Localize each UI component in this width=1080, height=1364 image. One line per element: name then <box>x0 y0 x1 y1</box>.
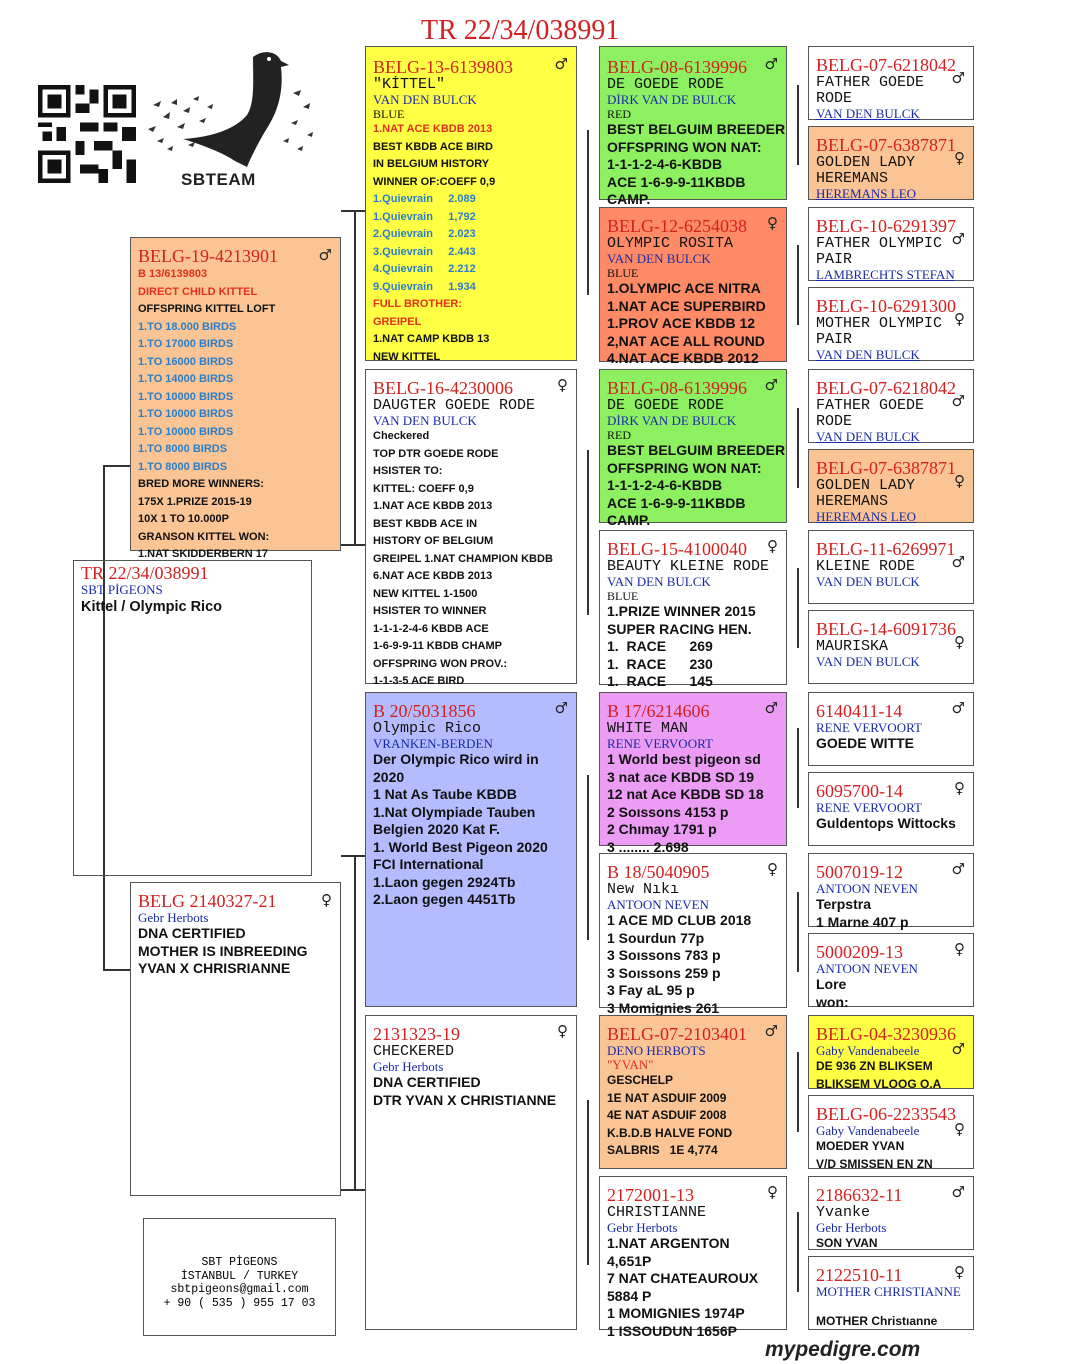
dam-line: YVAN X CHRISRIANNE <box>138 960 291 976</box>
contact-email: sbtpigeons@gmail.com <box>170 1283 309 1296</box>
gen2-box-2 <box>365 369 577 687</box>
gen4-breeder: Gaby Vandenabeele <box>816 1043 920 1058</box>
gen3-name: BEAUTY KLEINE RODE <box>607 558 770 575</box>
sire-line: 1.TO 10000 BIRDS <box>138 408 234 420</box>
gen2-line: BEST KBDB ACE IN <box>373 517 478 530</box>
gen4-line: Guldentops Wittocks <box>816 815 956 831</box>
gen3-name: DENO HERBOTS <box>607 1043 706 1058</box>
gen3-color: RED <box>607 428 631 442</box>
gen3-line: 7 NAT CHATEAUROUX <box>607 1270 759 1286</box>
gen2-line: 1-1-1-2-4-6 KBDB ACE <box>373 622 489 635</box>
gen4-breeder: VAN DEN BULCK <box>816 574 920 589</box>
gen2-line: Checkered <box>373 430 430 442</box>
gen3-ring: BELG-12-6254038 <box>607 216 747 236</box>
gen4-breeder: MOTHER CHRISTIANNE <box>816 1284 961 1299</box>
gen3-color: RED <box>607 107 631 121</box>
gen4-ring: BELG-07-6218042 <box>816 55 956 75</box>
gen2-line: TOP DTR GOEDE RODE <box>373 447 499 460</box>
gen3-line: 1 MOMIGNIES 1974P <box>607 1305 745 1321</box>
gen3-line: K.B.D.B HALVE FOND <box>607 1125 733 1140</box>
gen3-name: OLYMPIC ROSITA <box>607 235 734 252</box>
gen4-box-10 <box>808 772 974 846</box>
subject-ring: TR 22/34/038991 <box>81 563 209 583</box>
female-icon: ♀ <box>767 1183 778 1201</box>
gen2-color: BLUE <box>373 107 405 121</box>
gen3-box-8 <box>599 1176 787 1339</box>
gen2-line: BEST KBDB ACE BIRD <box>373 140 493 153</box>
gen3-ring: B 18/5040905 <box>607 862 710 882</box>
gen4-ring: BELG-07-6218042 <box>816 378 956 398</box>
gen2-line: 6.NAT ACE KBDB 2013 <box>373 570 493 582</box>
gen4-breeder: HEREMANS LEO <box>816 186 917 201</box>
gen3-line: BEST BELGUIM BREEDER <box>607 121 786 137</box>
sire-line: B 13/6139803 <box>138 268 208 280</box>
gen3-line: CAMP. <box>607 512 651 528</box>
male-icon: ♂ <box>764 55 778 73</box>
connector <box>103 969 131 971</box>
female-icon: ♀ <box>557 376 568 394</box>
subject-breeder: SBT PİGEONS <box>81 582 163 597</box>
female-icon: ♀ <box>954 310 965 328</box>
gen3-line: 3 Momignies 261 <box>607 999 720 1016</box>
gen2-line: KITTEL: COEFF 0,9 <box>373 482 474 495</box>
male-icon: ♂ <box>764 376 778 394</box>
gen3-line: 3 nat ace KBDB SD 19 <box>607 768 755 785</box>
sire-line: 1.TO 17000 BIRDS <box>138 338 234 350</box>
gen4-line: Terpstra <box>816 896 871 912</box>
contact-phone: + 90 ( 535 ) 955 17 03 <box>163 1296 316 1310</box>
male-icon: ♂ <box>318 246 332 264</box>
gen2-line: 1.NAT CAMP KBDB 13 <box>373 333 490 345</box>
gen4-ring: BELG-07-6387871 <box>816 458 956 478</box>
gen4-box-4 <box>808 287 974 361</box>
female-icon: ♀ <box>557 1022 568 1040</box>
male-icon: ♂ <box>951 699 965 717</box>
gen2-line: NEW KITTEL <box>373 350 441 363</box>
gen4-ring: BELG-07-6387871 <box>816 135 956 155</box>
gen4-ring: 6095700-14 <box>816 781 903 801</box>
gen4-name: FATHER OLYMPIC PAIR <box>816 235 943 268</box>
gen3-line: 1. RACE 269 <box>607 638 713 654</box>
gen3-line: SALBRIS 1E 4,774 <box>607 1143 718 1157</box>
gen4-breeder: ANTOON NEVEN <box>816 881 918 896</box>
sire-line: 1.TO 16000 BIRDS <box>138 355 234 368</box>
contact-line: İSTANBUL / TURKEY <box>180 1269 299 1283</box>
gen2-line: DTR YVAN X CHRISTIANNE <box>373 1091 557 1108</box>
gen3-breeder: DİRK VAN DE BULCK <box>607 413 737 428</box>
gen2-line: Belgien 2020 Kat F. <box>373 821 500 837</box>
gen4-box-7 <box>808 530 974 604</box>
gen2-line: NEW KITTEL 1-1500 <box>373 587 478 600</box>
female-icon: ♀ <box>954 1263 965 1281</box>
connector <box>797 85 799 165</box>
gen4-line: 1 Marne 407 p <box>816 913 909 930</box>
gen3-breeder: ANTOON NEVEN <box>607 897 709 912</box>
contact-box <box>143 1218 336 1336</box>
gen2-line: 1-6-9-9-11 KBDB CHAMP <box>373 640 502 652</box>
sire-line: 1.TO 10000 BIRDS <box>138 425 234 438</box>
gen3-line: ACE 1-6-9-9-11KBDB <box>607 173 746 190</box>
gen2-line: GREIPEL 1.NAT CHAMPION KBDB <box>373 552 553 565</box>
gen4-ring: BELG-06-2233543 <box>816 1104 956 1124</box>
gen4-breeder: ANTOON NEVEN <box>816 961 918 976</box>
male-icon: ♂ <box>764 699 778 717</box>
gen3-line: 1.PRIZE WINNER 2015 <box>607 603 756 619</box>
gen4-breeder: RENE VERVOORT <box>816 800 922 815</box>
gen3-line: 3 Soıssons 259 p <box>607 964 721 981</box>
gen4-name: KLEINE RODE <box>816 558 916 575</box>
gen4-box-1 <box>808 46 974 120</box>
gen2-line: 1.Quievrain 1,792 <box>373 210 476 223</box>
gen4-line: SON YVAN <box>816 1236 878 1250</box>
male-icon: ♂ <box>951 392 965 410</box>
gen4-line: Lore <box>816 976 847 992</box>
sire-box <box>130 237 341 560</box>
gen3-line: 1. RACE 145 <box>607 673 713 689</box>
connector <box>354 855 356 1190</box>
team-logo-text: SBTEAM <box>181 170 256 189</box>
male-icon: ♂ <box>951 230 965 248</box>
female-icon: ♀ <box>954 149 965 167</box>
gen3-box-4 <box>599 530 787 689</box>
gen2-line: 1.NAT ACE KBDB 2013 <box>373 500 493 512</box>
gen3-color: BLUE <box>607 266 639 280</box>
gen2-line: 2.Quievrain 2.023 <box>373 228 476 240</box>
gen4-box-9 <box>808 692 974 766</box>
gen3-line: 1.NAT ARGENTON <box>607 1235 730 1251</box>
gen2-breeder: VAN DEN BULCK <box>373 413 477 428</box>
gen2-ring: B 20/5031856 <box>373 701 476 721</box>
sire-ring: BELG-19-4213901 <box>138 246 278 266</box>
gen3-line: 1 ACE MD CLUB 2018 <box>607 912 752 928</box>
male-icon: ♂ <box>554 55 568 73</box>
gen3-line: 2,NAT ACE ALL ROUND <box>607 332 765 349</box>
gen2-box-1 <box>365 46 577 361</box>
gen2-name: "KİTTEL" <box>373 76 446 93</box>
gen3-box-6 <box>599 853 787 1016</box>
connector <box>797 728 799 808</box>
gen3-breeder: DİRK VAN DE BULCK <box>607 92 737 107</box>
female-icon: ♀ <box>321 891 332 909</box>
female-icon: ♀ <box>954 472 965 490</box>
gen4-ring: 5007019-12 <box>816 862 903 882</box>
gen3-line: 1.OLYMPIC ACE NITRA <box>607 280 761 296</box>
gen3-line: GESCHELP <box>607 1073 674 1087</box>
gen3-breeder: VAN DEN BULCK <box>607 251 711 266</box>
gen3-breeder: VAN DEN BULCK <box>607 574 711 589</box>
gen3-box-3 <box>599 369 787 528</box>
gen4-breeder: VAN DEN BULCK <box>816 106 920 121</box>
gen4-breeder: VAN DEN BULCK <box>816 654 920 669</box>
dam-line: DNA CERTIFIED <box>138 925 246 941</box>
male-icon: ♂ <box>951 860 965 878</box>
connector <box>797 408 799 488</box>
gen3-name: CHRISTIANNE <box>607 1204 707 1221</box>
male-icon: ♂ <box>951 69 965 87</box>
logo <box>35 45 320 195</box>
dam-box <box>130 882 341 1196</box>
gen4-name: GOLDEN LADY HEREMANS <box>816 477 916 510</box>
gen2-line: 3.Quievrain 2.443 <box>373 245 476 258</box>
gen4-box-14 <box>808 1095 974 1169</box>
gen4-ring: BELG-10-6291397 <box>816 216 956 236</box>
gen2-line: 1.NAT ACE KBDB 2013 <box>373 123 493 135</box>
sire-line: 175X 1.PRIZE 2015-19 <box>138 495 252 508</box>
dam-ring: BELG 2140327-21 <box>138 891 277 911</box>
gen3-line: 1-1-1-2-4-6-KBDB <box>607 477 723 493</box>
gen4-box-12 <box>808 933 974 1010</box>
gen3-line: 1.PROV ACE KBDB 12 <box>607 315 756 331</box>
gen4-line: won: <box>816 993 849 1010</box>
dam-line: MOTHER IS INBREEDING <box>138 942 308 959</box>
gen2-line: 1 Nat As Taube KBDB <box>373 786 517 802</box>
gen3-line: OFFSPRING WON NAT: <box>607 138 762 155</box>
gen3-box-5 <box>599 692 787 855</box>
gen3-line: 1-1-1-2-4-6-KBDB <box>607 156 723 172</box>
sire-line: 1.TO 8000 BIRDS <box>138 460 228 473</box>
gen3-line: 1.NAT ACE SUPERBIRD <box>607 297 766 314</box>
gen3-ring: BELG-08-6139996 <box>607 378 747 398</box>
gen2-line: HSISTER TO WINNER <box>373 605 487 617</box>
pigeon-logo-icon <box>143 45 318 185</box>
gen4-box-5 <box>808 369 974 443</box>
gen2-line: WINNER OF:COEFF 0,9 <box>373 175 496 188</box>
footer-website: mypedigre.com <box>765 1338 921 1361</box>
sire-line: GRANSON KITTEL WON: <box>138 530 270 543</box>
gen4-box-3 <box>808 207 974 281</box>
female-icon: ♀ <box>954 1120 965 1138</box>
gen4-breeder: HEREMANS LEO <box>816 509 917 524</box>
gen2-line: FULL BROTHER: <box>373 298 463 310</box>
gen4-line: V/D SMISSEN EN ZN <box>816 1156 933 1171</box>
gen4-box-2 <box>808 126 974 200</box>
gen2-breeder: Gebr Herbots <box>373 1059 444 1074</box>
sire-line: 1.TO 10000 BIRDS <box>138 390 234 403</box>
gen2-line: 4.Quievrain 2.212 <box>373 263 476 275</box>
connector <box>341 210 365 212</box>
gen4-ring: BELG-14-6091736 <box>816 619 956 639</box>
gen3-line: 4.NAT ACE KBDB 2012 <box>607 350 759 366</box>
gen4-name: MAURISKA <box>816 638 889 655</box>
gen2-box-4 <box>365 1015 577 1330</box>
male-icon: ♂ <box>951 553 965 571</box>
connector <box>341 544 365 546</box>
gen4-breeder: VAN DEN BULCK <box>816 347 920 362</box>
gen3-name: DE GOEDE RODE <box>607 76 725 93</box>
gen3-box-1 <box>599 46 787 207</box>
sire-line: 1.TO 18.000 BIRDS <box>138 320 237 333</box>
gen4-name: FATHER GOEDE RODE <box>816 74 925 107</box>
male-icon: ♂ <box>764 1022 778 1040</box>
gen4-breeder: Gaby Vandenabeele <box>816 1123 920 1138</box>
gen2-line: DNA CERTIFIED <box>373 1074 481 1090</box>
gen4-box-16 <box>808 1256 974 1330</box>
gen4-name: MOTHER OLYMPIC PAIR <box>816 315 943 348</box>
qr-code-icon <box>38 85 136 183</box>
gen3-line: 3 Soıssons 783 p <box>607 947 721 963</box>
gen2-line: HSISTER TO: <box>373 465 443 477</box>
gen3-breeder: "YVAN" <box>607 1057 654 1072</box>
gen3-name: WHITE MAN <box>607 720 689 737</box>
connector <box>797 568 799 648</box>
gen3-line: 1 ISSOUDUN 1656P <box>607 1322 737 1339</box>
connector <box>797 245 799 325</box>
gen2-ring: BELG-16-4230006 <box>373 378 513 398</box>
gen4-box-15 <box>808 1176 974 1250</box>
connector <box>354 210 356 545</box>
gen2-line: 2.Laon gegen 4451Tb <box>373 891 516 907</box>
connector <box>341 855 365 857</box>
gen4-line: GOEDE WITTE <box>816 735 914 751</box>
connector <box>587 450 589 615</box>
gen3-line: 1 Sourdun 77p <box>607 929 705 946</box>
gen3-line: 5884 P <box>607 1287 652 1304</box>
gen2-line: 1. World Best Pigeon 2020 <box>373 838 548 855</box>
sire-line: DIRECT CHILD KITTEL <box>138 285 258 298</box>
gen3-line: 1. RACE 230 <box>607 655 713 672</box>
gen3-line: 3 Fay aL 95 p <box>607 982 695 998</box>
gen2-line: FCI International <box>373 856 484 872</box>
gen3-line: 3 ........ 2.698 <box>607 838 689 855</box>
gen4-line: BLIKSEM VLOOG O.A <box>816 1076 942 1091</box>
gen4-ring: 6140411-14 <box>816 701 903 721</box>
gen3-name: DE GOEDE RODE <box>607 397 725 414</box>
gen3-line: 12 nat Ace KBDB SD 18 <box>607 786 764 802</box>
gen2-ring: BELG-13-6139803 <box>373 57 513 77</box>
gen4-ring: BELG-04-3230936 <box>816 1024 956 1044</box>
female-icon: ♀ <box>767 214 778 232</box>
gen3-breeder: Gebr Herbots <box>607 1220 678 1235</box>
gen3-ring: B 17/6214606 <box>607 701 710 721</box>
male-icon: ♂ <box>554 699 568 717</box>
gen2-name: DAUGTER GOEDE RODE <box>373 397 536 414</box>
gen4-breeder: VAN DEN BULCK <box>816 429 920 444</box>
female-icon: ♀ <box>767 537 778 555</box>
gen3-color: BLUE <box>607 589 639 603</box>
connector <box>797 1052 799 1132</box>
gen4-box-8 <box>808 610 974 684</box>
gen3-ring: 2172001-13 <box>607 1185 694 1205</box>
gen2-line: HISTORY OF BELGIUM <box>373 535 494 547</box>
gen2-line: 1.Quievrain 2.089 <box>373 193 476 205</box>
connector <box>587 1100 589 1265</box>
connector <box>587 775 589 940</box>
sire-line: BRED MORE WINNERS: <box>138 478 264 490</box>
gen4-ring: 5000209-13 <box>816 942 903 962</box>
gen3-line: 2 Soıssons 4153 p <box>607 803 729 820</box>
gen4-ring: BELG-10-6291300 <box>816 296 956 316</box>
gen3-line: BEST BELGUIM BREEDER <box>607 442 786 458</box>
gen4-name: Yvanke <box>816 1204 871 1221</box>
gen2-line: GREIPEL <box>373 315 422 328</box>
gen4-ring: 2186632-11 <box>816 1185 903 1205</box>
gen4-box-13 <box>808 1015 974 1089</box>
gen4-box-6 <box>808 449 974 523</box>
gen3-line: SUPER RACING HEN. <box>607 620 752 637</box>
gen3-line: 4,651P <box>607 1252 652 1269</box>
gen4-box-11 <box>808 853 974 930</box>
gen3-line: 4E NAT ASDUIF 2008 <box>607 1108 727 1122</box>
female-icon: ♀ <box>767 860 778 878</box>
subject-name: Kittel / Olympic Rico <box>81 599 222 615</box>
female-icon: ♀ <box>954 633 965 651</box>
gen4-ring: 2122510-11 <box>816 1265 903 1285</box>
connector <box>587 130 589 295</box>
gen2-line: 9.Quievrain 1.934 <box>373 280 476 293</box>
gen4-name: FATHER GOEDE RODE <box>816 397 925 430</box>
female-icon: ♀ <box>954 779 965 797</box>
gen3-ring: BELG-15-4100040 <box>607 539 747 559</box>
gen3-line: OFFSPRING WON NAT: <box>607 459 762 476</box>
gen3-breeder: RENE VERVOORT <box>607 736 713 751</box>
gen4-ring: BELG-11-6269971 <box>816 539 956 559</box>
gen3-line: 2 Chımay 1791 p <box>607 821 717 837</box>
gen2-box-3 <box>365 692 577 1007</box>
gen3-box-7 <box>599 1015 787 1169</box>
sire-line: OFFSPRING KITTEL LOFT <box>138 303 276 315</box>
gen4-name: GOLDEN LADY HEREMANS <box>816 154 916 187</box>
gen2-line: 2020 <box>373 768 405 785</box>
connector <box>797 892 799 972</box>
subject-box <box>73 560 312 876</box>
connector <box>341 1189 365 1191</box>
gen4-line: DE 936 ZN BLIKSEM <box>816 1059 933 1073</box>
gen4-breeder: Gebr Herbots <box>816 1220 887 1235</box>
gen2-breeder: VRANKEN-BERDEN <box>373 736 493 751</box>
pedigree-title: TR 22/34/038991 <box>421 15 620 46</box>
gen2-line: 1.Laon gegen 2924Tb <box>373 873 516 890</box>
gen2-breeder: VAN DEN BULCK <box>373 92 477 107</box>
gen3-line: 1E NAT ASDUIF 2009 <box>607 1090 727 1105</box>
connector <box>103 465 131 467</box>
gen4-line: MOEDER YVAN <box>816 1139 905 1153</box>
gen4-breeder: LAMBRECHTS STEFAN <box>816 267 955 282</box>
sire-line: 1.NAT SKIDDERBERN 17 <box>138 548 268 560</box>
gen3-name: New Nıkı <box>607 881 680 898</box>
gen3-line: CAMP. <box>607 191 651 207</box>
sire-line: 10X 1 TO 10.000P <box>138 513 229 525</box>
gen2-ring: 2131323-19 <box>373 1024 460 1044</box>
gen2-line: OFFSPRING WON PROV.: <box>373 657 508 670</box>
gen3-line: 1 World best pigeon sd <box>607 751 761 767</box>
sire-line: 1.TO 14000 BIRDS <box>138 373 234 385</box>
connector <box>797 1212 799 1292</box>
gen2-name: CHECKERED <box>373 1043 455 1060</box>
gen3-ring: BELG-07-2103401 <box>607 1024 747 1044</box>
gen2-line: Der Olympic Rico wird in <box>373 751 539 767</box>
female-icon: ♀ <box>954 940 965 958</box>
dam-breeder: Gebr Herbots <box>138 910 209 925</box>
gen4-line: MOTHER Christıanne <box>816 1314 938 1328</box>
gen3-line: ACE 1-6-9-9-11KBDB <box>607 494 746 511</box>
gen2-line: IN BELGIUM HISTORY <box>373 158 490 170</box>
gen2-name: Olympic Rico <box>373 720 482 737</box>
gen2-line: 1-1-3-5 ACE BIRD <box>373 675 465 687</box>
gen3-ring: BELG-08-6139996 <box>607 57 747 77</box>
gen2-line: 1.Nat Olympiade Tauben <box>373 803 536 820</box>
gen4-breeder: RENE VERVOORT <box>816 720 922 735</box>
contact-line: SBT PİGEONS <box>201 1256 278 1269</box>
sire-line: 1.TO 8000 BIRDS <box>138 443 228 455</box>
male-icon: ♂ <box>951 1183 965 1201</box>
male-icon: ♂ <box>951 1040 965 1058</box>
gen3-box-2 <box>599 207 787 366</box>
